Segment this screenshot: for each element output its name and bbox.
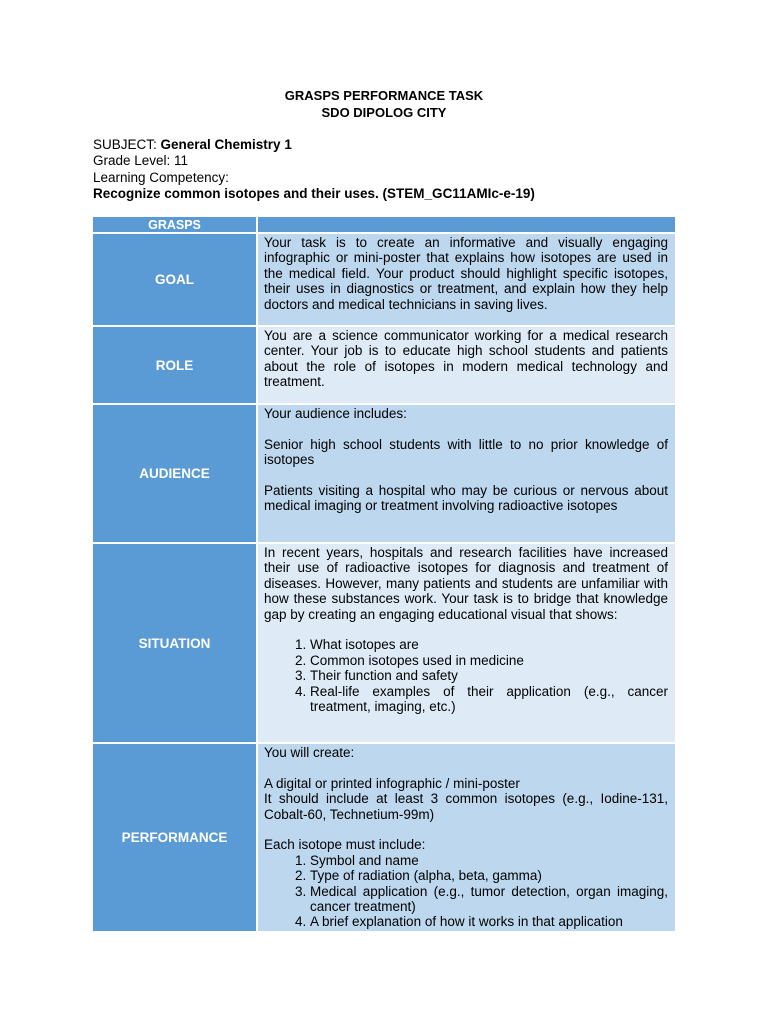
document-title: GRASPS PERFORMANCE TASK xyxy=(284,88,484,103)
audience-intro: Your audience includes: xyxy=(264,406,407,421)
role-content xyxy=(257,326,675,404)
goal-content xyxy=(257,233,675,326)
performance-line: It should include at least 3 common isotopes (e.g., Iodine-131, Cobalt-60, Technetium-99m) xyxy=(264,791,668,822)
list-item: 4. Real-life examples of their application (e.g., cancer treatment, imaging, etc.) xyxy=(310,684,668,715)
role-row xyxy=(93,326,675,404)
performance-intro: You will create: xyxy=(264,745,355,760)
subject-line xyxy=(93,137,292,153)
performance-line: Each isotope must include: xyxy=(264,837,426,853)
grasps-header-blank xyxy=(257,217,675,233)
situation-list xyxy=(264,637,668,714)
list-item: 3. Medical application (e.g., tumor detection, organ imaging, cancer treatment) xyxy=(310,884,668,915)
performance-line: A digital or printed infographic / mini-poster xyxy=(264,775,520,791)
audience-item: Senior high school students with little to no prior knowledge of isotopes xyxy=(264,436,668,468)
goal-label: GOAL xyxy=(93,233,257,326)
competency-label: Learning Competency: xyxy=(93,170,229,185)
performance-list xyxy=(264,853,668,930)
list-item: 1. Symbol and name xyxy=(310,853,668,868)
performance-row xyxy=(93,743,675,932)
subject-label: SUBJECT: xyxy=(93,137,161,152)
audience-item: Patients visiting a hospital who may be curious or nervous about medical imaging or treatment involving radioactive isotopes xyxy=(264,483,668,514)
situation-label: SITUATION xyxy=(93,543,257,743)
list-item: 3. Their function and safety xyxy=(310,668,668,683)
audience-label: AUDIENCE xyxy=(93,404,257,543)
situation-content xyxy=(257,543,675,743)
role-label: ROLE xyxy=(93,326,257,404)
grade-level: Grade Level: 11 xyxy=(93,153,189,168)
grasps-table xyxy=(93,217,675,933)
grasps-header-label: GRASPS xyxy=(93,217,257,233)
list-item: 2. Common isotopes used in medicine xyxy=(310,653,668,668)
list-item: 4. A brief explanation of how it works in that application xyxy=(310,914,668,929)
audience-row xyxy=(93,404,675,543)
situation-text: In recent years, hospitals and research facilities have increased their use of radioactive isotopes for diagnosis and treatment of diseases. However, many patients and students are unfamiliar with how these substances work. Your task is to bridge that knowledge gap by creating an engaging educational visual that shows: xyxy=(264,545,668,622)
performance-content xyxy=(257,743,675,932)
goal-text: Your task is to create an informative and visually engaging infographic or mini-poster that explains how isotopes are used in the medical field. Your product should highlight specific isotopes, their uses in diagnostics or treatment, and explain how they help doctors and medical technicians in saving lives. xyxy=(264,235,668,312)
table-header-row xyxy=(93,217,675,233)
list-item: 1. What isotopes are xyxy=(310,637,668,652)
performance-label: PERFORMANCE xyxy=(93,743,257,932)
audience-content xyxy=(257,404,675,543)
list-item: 2. Type of radiation (alpha, beta, gamma) xyxy=(310,868,668,883)
goal-row xyxy=(93,233,675,326)
situation-row xyxy=(93,543,675,743)
document-subtitle: SDO DIPOLOG CITY xyxy=(321,105,447,120)
competency-value: Recognize common isotopes and their uses. (STEM_GC11AMIc-e-19) xyxy=(93,186,535,201)
role-text: You are a science communicator working for a medical research center. Your job is to educate high school students and patients about the role of isotopes in modern medical technology and treatment. xyxy=(264,328,668,390)
subject-value: General Chemistry 1 xyxy=(160,137,292,152)
